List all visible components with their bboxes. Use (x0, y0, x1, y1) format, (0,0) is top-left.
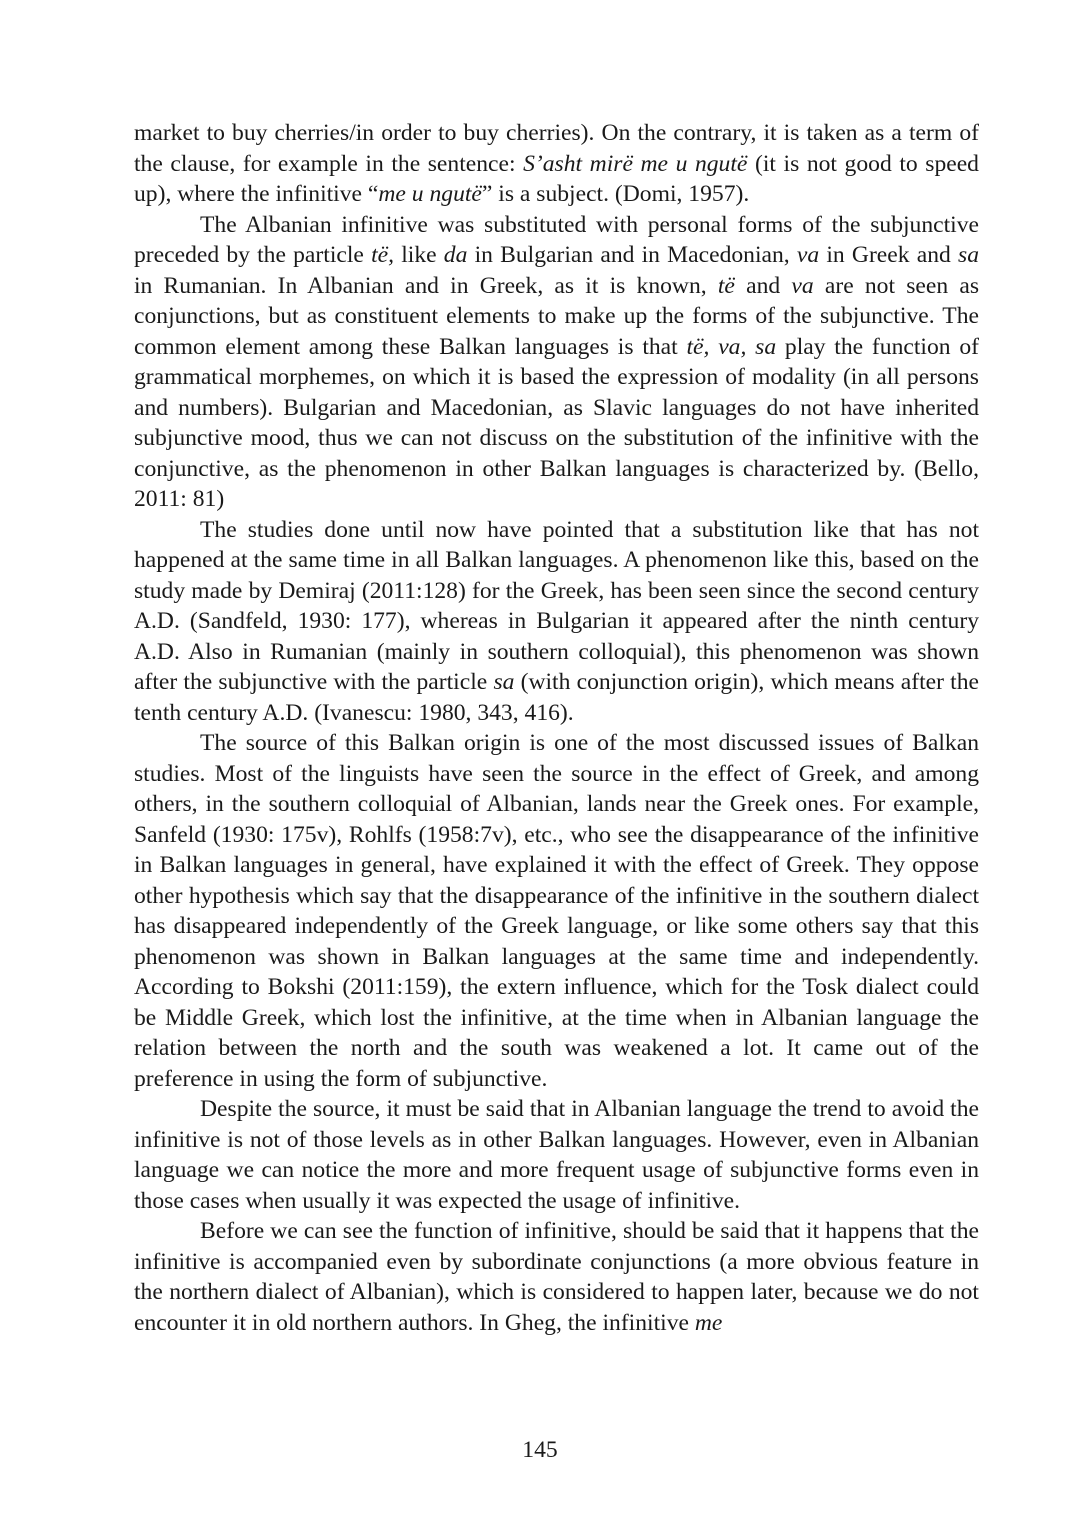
paragraph-1: market to buy cherries/in order to buy cherries). On the contrary, it is taken as a term of the clause, for example in the sentence: S’asht mirë me u ngutë (it is not good to speed up), where the infinitive “me u ngutë” is a subject. (Domi, 1957). (134, 120, 979, 207)
paragraph-2: The Albanian infinitive was substituted with personal forms of the subjunctive preceded by the particle të, like da in Bulgarian and in Macedonian, va in Greek and sa in Rumanian. In Albanian and in Greek, as it is known, të and va are not seen as conjunctions, but as constituent elements to make up the forms of the subjunctive. The common element among these Balkan languages is that të, va, sa play the function of grammatical morphemes, on which it is based the expression of modality (in all persons and numbers). Bulgarian and Macedonian, as Slavic languages do not have inherited subjunctive mood, thus we can not discuss on the substitution of the infinitive with the conjunctive, as the phenomenon in other Balkan languages is characterized by. (Bello, 2011: 81) (134, 211, 980, 512)
paragraph-3: The studies done until now have pointed that a substitution like that has not happened at the same time in all Balkan languages. A phenomenon like this, based on the study made by Demiraj (2011:128) for the Greek, has been seen since the second century A.D. (Sandfeld, 1930: 177), whereas in Bulgarian it appeared after the ninth century A.D. Also in Rumanian (mainly in southern colloquial), this phenomenon was shown after the subjunctive with the particle sa (with conjunction origin), which means after the tenth century A.D. (Ivanescu: 1980, 343, 416). (134, 516, 979, 726)
paragraph-4: The source of this Balkan origin is one of the most discussed issues of Balkan studies. Most of the linguists have seen the source in the effect of Greek, and among others, in the southern colloquial of Albanian, lands near the Greek ones. For example, Sanfeld (1930: 175v), Rohlfs (1958:7v), etc., who see the disappearance of the infinitive in Balkan languages in general, have explained it with the effect of Greek. They oppose other hypothesis which say that the disappearance of the infinitive in the southern dialect has disappeared independently of the Greek language, or like some others say that this phenomenon was shown in Balkan languages at the same time and independently. According to Bokshi (2011:159), the extern influence, which for the Tosk dialect could be Middle Greek, which lost the infinitive, at the time when in Albanian language the relation between the north and the south was weakened a lot. It came out of the preference in using the form of subjunctive. (134, 730, 979, 1092)
paragraph-6: Before we can see the function of infinitive, should be said that it happens that the infinitive is accompanied even by subordinate conjunctions (a more obvious feature in the northern dialect of Albanian), which is considered to happen later, because we do not encounter it in old northern authors. In Gheg, the infinitive me (134, 1218, 979, 1336)
page-body (134, 118, 979, 1338)
page-number: 145 (522, 1437, 558, 1463)
paragraph-5: Despite the source, it must be said that in Albanian language the trend to avoid the infinitive is not of those levels as in other Balkan languages. However, even in Albanian language we can notice the more and more frequent usage of subjunctive forms even in those cases when usually it was expected the usage of infinitive. (134, 1096, 979, 1214)
